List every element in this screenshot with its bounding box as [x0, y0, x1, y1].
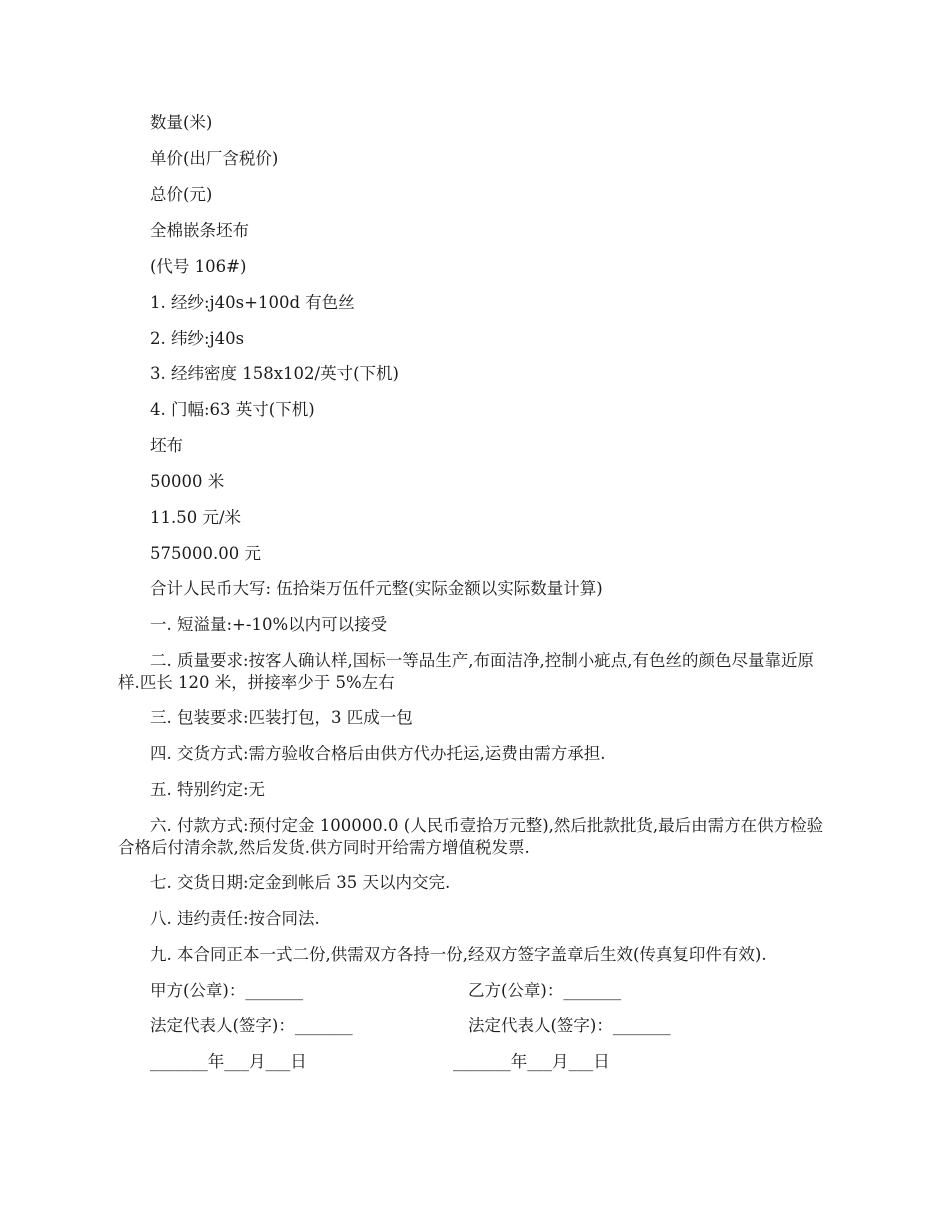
party-a-date: _______年___月___日: [150, 1052, 307, 1071]
width-spec: 4. 门幅:63 英寸(下机): [150, 400, 315, 419]
weft-spec: 2. 纬纱:j40s: [150, 329, 245, 348]
clause-1: 一. 短溢量:+-10%以内可以接受: [150, 615, 388, 634]
clause-3: 三. 包装要求:匹装打包，3 匹成一包: [150, 708, 413, 727]
density-spec: 3. 经纬密度 158x102/英寸(下机): [150, 364, 399, 383]
clause-4: 四. 交货方式:需方验收合格后由供方代办托运,运费由需方承担.: [150, 744, 606, 763]
warp-spec: 1. 经纱:j40s+100d 有色丝: [150, 293, 355, 312]
party-a-seal: 甲方(公章)：_______: [150, 981, 304, 1000]
party-b-representative: 法定代表人(签字)：_______: [468, 1016, 671, 1035]
clause-7: 七. 交货日期:定金到帐后 35 天以内交完.: [150, 873, 451, 892]
product-name: 全棉嵌条坯布: [150, 221, 249, 240]
fabric-label: 坯布: [150, 436, 183, 455]
total-value: 575000.00 元: [150, 544, 261, 563]
party-a-representative: 法定代表人(签字)：_______: [150, 1016, 353, 1035]
quantity-value: 50000 米: [150, 472, 225, 491]
unit-price-value: 11.50 元/米: [150, 508, 242, 527]
clause-6: 六. 付款方式:预付定金 100000.0 (人民币壹拾万元整),然后批款批货,最后由需方在供方检验合格后付清余款,然后发货.供方同时开给需方增值税发票.: [118, 816, 824, 857]
clause-8: 八. 违约责任:按合同法.: [150, 909, 320, 928]
party-b-seal: 乙方(公章)：_______: [468, 981, 622, 1000]
party-b-date: _______年___月___日: [453, 1052, 610, 1071]
clause-5: 五. 特别约定:无: [150, 780, 266, 799]
clause-9: 九. 本合同正本一式二份,供需双方各持一份,经双方签字盖章后生效(传真复印件有效).: [150, 945, 767, 964]
total-header: 总价(元): [150, 185, 213, 204]
quantity-header: 数量(米): [150, 113, 213, 132]
unit-price-header: 单价(出厂含税价): [150, 149, 279, 168]
total-in-words: 合计人民币大写: 伍拾柒万伍仟元整(实际金额以实际数量计算): [150, 579, 603, 598]
clause-2: 二. 质量要求:按客人确认样,国标一等品生产,布面洁净,控制小疵点,有色丝的颜色尽量靠近原样.匹长 120 米，拼接率少于 5%左右: [118, 651, 815, 692]
product-code: (代号 106#): [150, 257, 247, 276]
